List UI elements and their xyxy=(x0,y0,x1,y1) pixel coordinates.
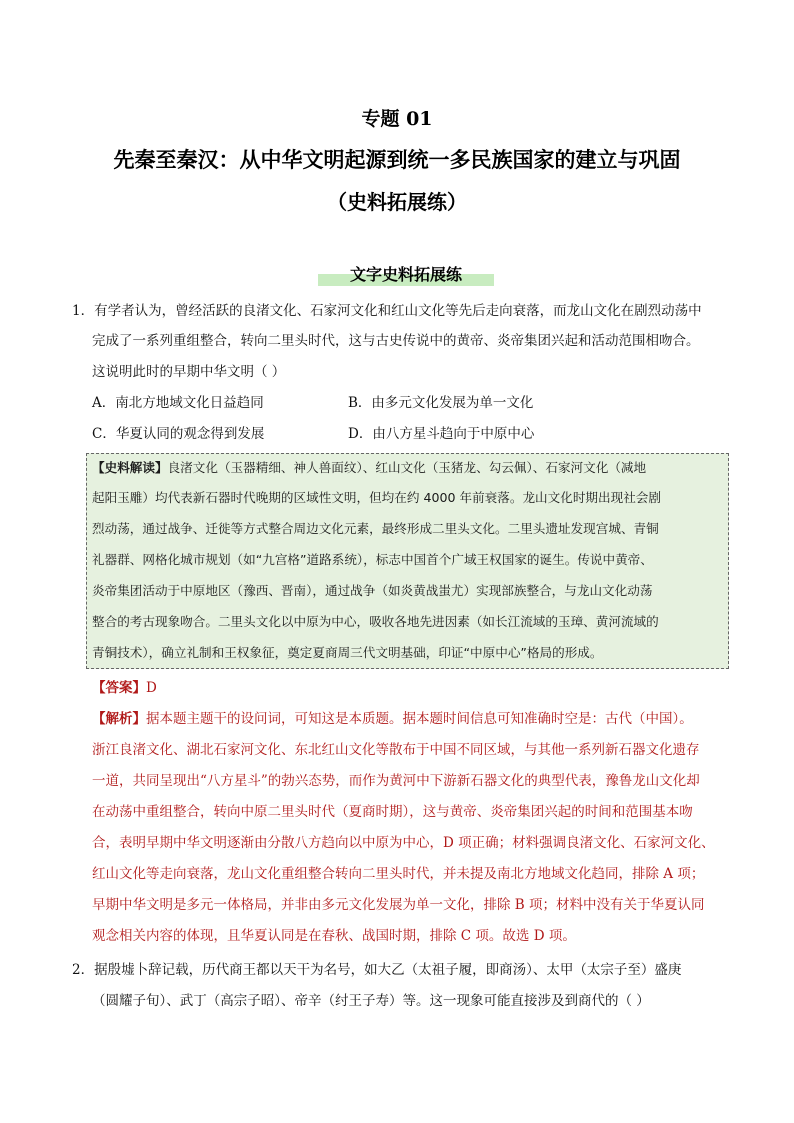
question-1-line-3: 这说明此时的早期中华文明（ ） xyxy=(92,364,286,380)
document-title-sub: （史料拓展练） xyxy=(327,190,467,214)
option-a[interactable]: A．南北方地域文化日益趋同 xyxy=(92,395,264,411)
note-line-5: 炎帝集团活动于中原地区（豫西、晋南），通过战争（如炎黄战蚩尤）实现部族整合，与龙山文化动荡 xyxy=(92,583,653,598)
note-text: 良渚文化（玉器精细、神人兽面纹）、红山文化（玉猪龙、勾云佩）、石家河文化（减地 xyxy=(167,460,647,475)
document-title-main: 先秦至秦汉：从中华文明起源到统一多民族国家的建立与巩固 xyxy=(113,147,681,172)
question-1-line-2: 完成了一系列重组整合，转向二里头时代，这与古史传说中的黄帝、炎帝集团兴起和活动范围相吻合。 xyxy=(92,333,700,349)
question-2-line-1: 2．据殷墟卜辞记载，历代商王都以天干为名号，如大乙（太祖子履，即商汤）、太甲（太宗子至）盛庚 xyxy=(72,962,682,978)
option-d[interactable]: D．由八方星斗趋向于中原中心 xyxy=(348,426,535,442)
section-heading xyxy=(318,262,494,286)
note-line-4: 礼器群、网格化城市规划（如“九宫格”道路系统），标志中国首个广域王权国家的诞生。传说中黄帝、 xyxy=(92,552,653,567)
analysis-line-2: 浙江良渚文化、湖北石家河文化、东北红山文化等散布于中国不同区域，与其他一系列新石器文化遗存 xyxy=(92,742,700,758)
analysis-tag: 【解析】 xyxy=(92,711,146,727)
analysis-line-4: 在动荡中重组整合，转向中原二里头时代（夏商时期），这与黄帝、炎帝集团兴起的时间和范围基本吻 xyxy=(92,804,693,820)
question-2-line-2: （圆耀子旬）、武丁（高宗子昭）、帝辛（纣王子寿）等。这一现象可能直接涉及到商代的（ ） xyxy=(92,993,650,1009)
analysis-line-5: 合，表明早期中华文明逐渐由分散八方趋向以中原为中心，D 项正确；材料强调良渚文化、石家河文化、 xyxy=(92,835,715,851)
analysis-line-1 xyxy=(92,710,693,728)
section-heading-label: 文字史料拓展练 xyxy=(349,265,462,284)
question-1-line-1: 1．有学者认为，曾经活跃的良渚文化、石家河文化和红山文化等先后走向衰落，而龙山文化在剧烈动荡中 xyxy=(72,303,702,319)
note-tag: 【史料解读】 xyxy=(92,460,168,475)
analysis-line-7: 早期中华文明是多元一体格局，并非由多元文化发展为单一文化，排除 B 项；材料中没有关于华夏认同 xyxy=(92,897,705,913)
note-line-3: 烈动荡，通过战争、迁徙等方式整合周边文化元素，最终形成二里头文化。二里头遗址发现宫城、青铜 xyxy=(92,521,659,536)
analysis-line-6: 红山文化等走向衰落，龙山文化重组整合转向二里头时代，并未提及南北方地域文化趋同，排除 A 项； xyxy=(92,866,705,882)
answer-value: D xyxy=(146,680,157,696)
option-c[interactable]: C．华夏认同的观念得到发展 xyxy=(92,426,265,442)
note-line-6: 整合的考古现象吻合。二里头文化以中原为中心，吸收各地先进因素（如长江流域的玉璋、黄河流域的 xyxy=(92,614,659,629)
analysis-text: 据本题主题干的设问词，可知这是本质题。据本题时间信息可知准确时空是：古代（中国）。 xyxy=(146,711,693,727)
document-title-topic: 专题 01 xyxy=(361,108,433,130)
analysis-line-3: 一道，共同呈现出“八方星斗”的勃兴态势，而作为黄河中下游新石器文化的典型代表，豫鲁龙山文化却 xyxy=(92,773,700,789)
note-line-1 xyxy=(92,459,646,477)
answer-line xyxy=(92,679,157,697)
analysis-line-8: 观念相关内容的体现，且华夏认同是在春秋、战国时期，排除 C 项。故选 D 项。 xyxy=(92,928,576,944)
note-line-2: 起阳玉雕）均代表新石器时代晚期的区域性文明，但均在约 4000 年前衰落。龙山文化时期出现社会剧 xyxy=(92,490,661,505)
answer-tag: 【答案】 xyxy=(92,680,146,696)
note-line-7: 青铜技术），确立礼制和王权象征，奠定夏商周三代文明基础，印证“中原中心”格局的形成。 xyxy=(92,645,603,660)
option-b[interactable]: B．由多元文化发展为单一文化 xyxy=(348,395,534,411)
